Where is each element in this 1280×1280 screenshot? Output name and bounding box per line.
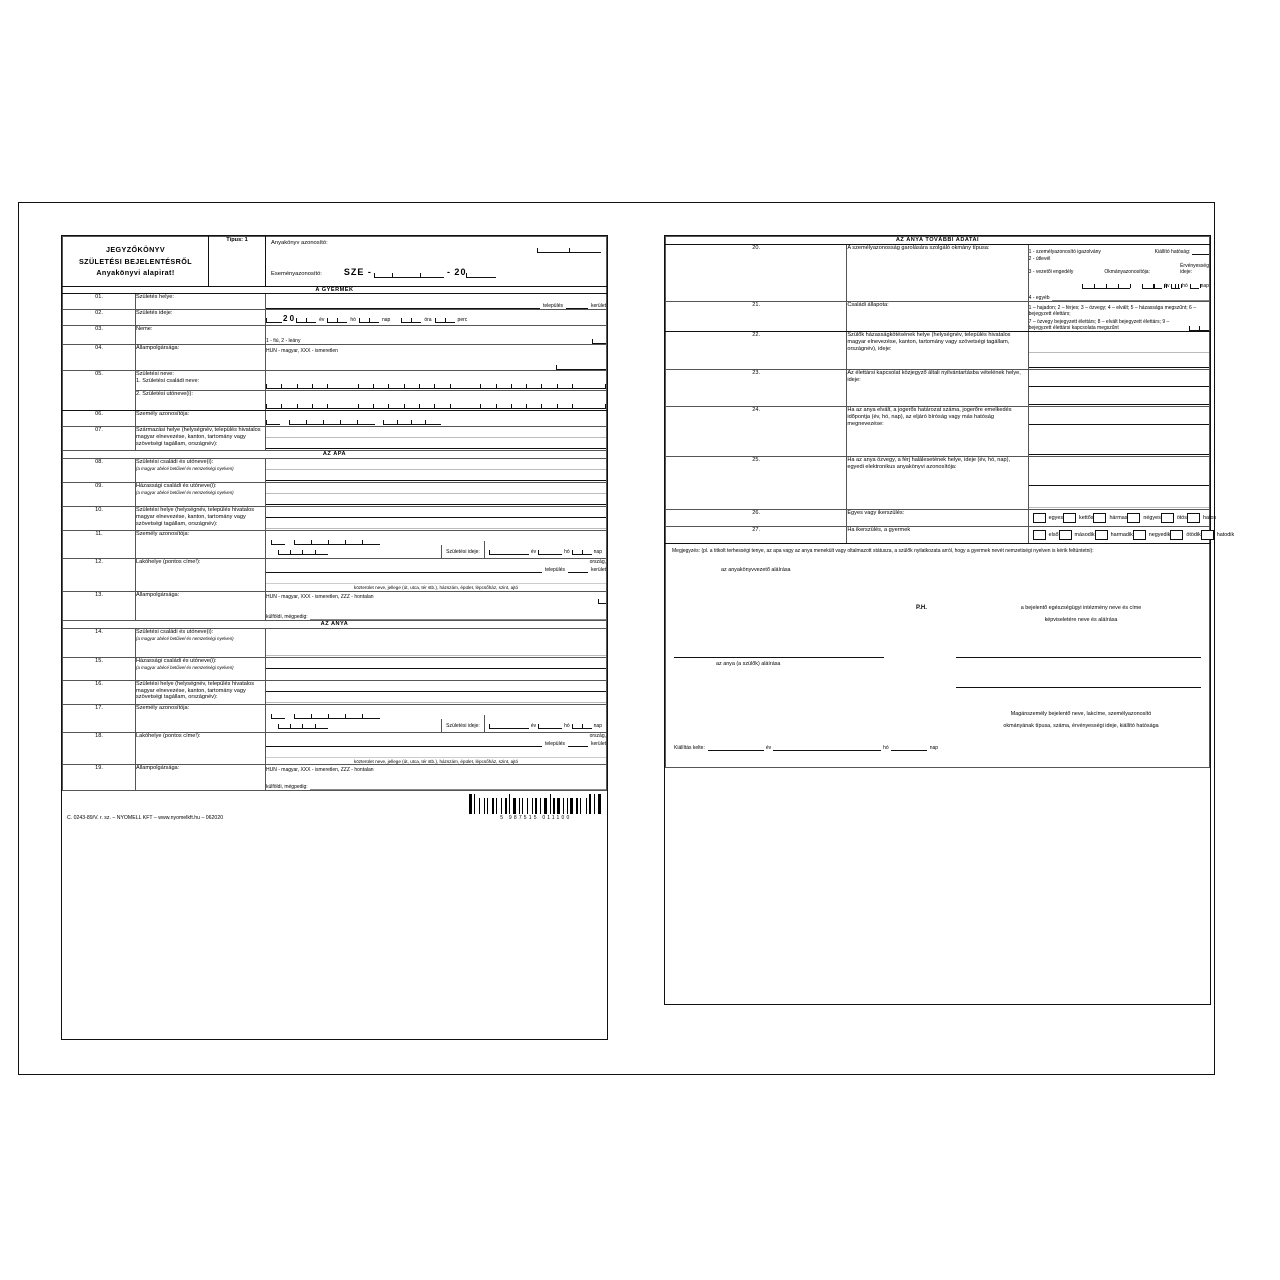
table-row	[63, 704, 607, 732]
row-number: 16.	[63, 680, 136, 704]
option-label: négyes	[1143, 515, 1161, 522]
row-number: 09.	[63, 483, 136, 507]
row-number: 25.	[666, 457, 847, 510]
option-label: hatos	[1203, 515, 1217, 522]
event-id-label: Eseményazonosító:	[271, 270, 322, 277]
row-label: A személyazonosság garolására szolgáló okmány típusa:	[847, 244, 1028, 301]
label-nap: nap	[381, 317, 391, 324]
birth-name-label: Születési neve:	[136, 371, 174, 378]
row-label: Egyes vagy ikerszülés:	[847, 510, 1028, 527]
row-label: Születés helye:	[136, 294, 266, 310]
row-label: Ha az anya elvált, a jogerős határozat száma, jogerőre emelkedés időpontja (év, hó, nap), az eljáró bíróság vagy más hatóság megnevezése:	[847, 407, 1028, 457]
left-form-table	[62, 236, 607, 791]
institution-label-line2: képviseletére neve és aláírása	[1044, 617, 1118, 624]
registrar-signature-label: az anyakönyvvezető aláírása	[721, 567, 791, 574]
label-nap: nap	[929, 745, 939, 752]
origin-place-field[interactable]	[266, 427, 607, 451]
notes-signature-row	[666, 544, 1210, 768]
birth-place-field[interactable]	[266, 294, 607, 310]
section-band-mother-extra	[666, 237, 1210, 245]
table-row	[63, 591, 607, 620]
father-foreign-citizenship-input[interactable]	[310, 612, 606, 620]
registry-id-input[interactable]	[537, 240, 601, 254]
barcode-bars	[469, 794, 603, 814]
mother-signature-line[interactable]	[674, 657, 884, 658]
mother-address-field[interactable]	[266, 732, 607, 765]
child-citizenship-field[interactable]	[266, 345, 607, 371]
mother-birthplace-field[interactable]	[266, 680, 607, 704]
label-perc: perc	[457, 317, 468, 324]
row-number: 14.	[63, 628, 136, 657]
page-outer-border	[18, 202, 1235, 1075]
mother-birthname-label: Születési családi és utóneve(i):	[136, 628, 214, 635]
citizenship-foreign-label: külföldi, mégpedig:	[266, 784, 308, 791]
row-label: Az élettársi kapcsolat közjegyző általi nyilvántartásba vételének helye, ideje:	[847, 370, 1028, 407]
barcode	[469, 794, 603, 821]
mother-marriedname-field[interactable]	[266, 657, 607, 680]
birth-date-field[interactable]	[266, 310, 607, 326]
row-label: Személy azonosítója:	[136, 704, 266, 732]
mother-id-birth-field[interactable]	[266, 704, 607, 732]
row-label: Születési helye (helységnév, település hivatalos magyar elnevezése, kanton, tartomány vagy szövetségi tagállam, országnév):	[136, 680, 266, 704]
father-marriedname-field[interactable]	[266, 483, 607, 507]
row-number: 27.	[666, 527, 847, 544]
row-number: 24.	[666, 407, 847, 457]
option-label: ötödik	[1186, 532, 1201, 539]
birth-year-prefix: 2 0	[283, 313, 295, 323]
id-doc-option-1: 1 - személyazonosító igazolvány	[1028, 248, 1101, 255]
form-title-line3: Anyakönyvi alapirat!	[96, 268, 175, 278]
id-doc-other-input[interactable]	[1052, 293, 1209, 301]
table-row	[666, 244, 1210, 301]
option-label: ötös	[1176, 515, 1188, 522]
option-label: negyedik	[1148, 532, 1171, 539]
citizenship-options: HUN - magyar, XXX - ismeretlen, ZZZ - hontalan	[266, 767, 374, 774]
father-district-input[interactable]	[568, 565, 588, 573]
section-child-label: A GYERMEK	[63, 286, 607, 294]
sex-field[interactable]	[266, 326, 607, 345]
section-band-mother	[63, 620, 607, 628]
form-page-left	[61, 235, 608, 1040]
row-number: 13.	[63, 591, 136, 620]
option-label: hatodik	[1216, 532, 1235, 539]
row-number: 08.	[63, 459, 136, 483]
birth-multiplicity-field[interactable]	[1028, 510, 1217, 527]
issue-block	[666, 707, 1209, 767]
private-reporter-line2: okmányának típusa, száma, érvényességi ideje, kiállító hatósága	[1003, 723, 1159, 730]
label-ora: óra	[424, 317, 432, 324]
row-label: Születési helye (helységnév, település hivatalos magyar elnevezése, kanton, tartomány vagy szövetségi tagállam, országnév):	[136, 507, 266, 531]
seal-placeholder: P.H.	[916, 605, 927, 612]
event-prefix: SZE -	[343, 267, 372, 277]
issue-month-input[interactable]	[773, 743, 881, 751]
form-title-cell	[63, 237, 209, 287]
row-number: 10.	[63, 507, 136, 531]
option-második[interactable]	[1059, 530, 1095, 540]
table-row	[63, 459, 607, 483]
row-label: Állampolgársága:	[136, 765, 266, 791]
issue-day-input[interactable]	[891, 743, 927, 751]
label-ho: hó	[883, 745, 889, 752]
event-year-prefix: - 20	[446, 267, 467, 277]
birth-place-suffix-district: kerület	[590, 303, 606, 310]
row-number: 02.	[63, 310, 136, 326]
label-ho: hó	[1182, 283, 1188, 289]
birth-place-suffix-settlement: település	[542, 303, 563, 310]
barcode-number: 5 987515 011100	[500, 814, 572, 821]
row-label: Ha ikerszülés, a gyermek	[847, 527, 1028, 544]
row-number: 22.	[666, 332, 847, 370]
registry-id-label: Anyakönyv azonosító:	[271, 240, 328, 246]
birth-place-input[interactable]	[266, 301, 540, 309]
doc-id-label: Okmányazonosítója:	[1104, 269, 1150, 275]
checkbox-ötödik[interactable]	[1170, 530, 1183, 540]
checkbox-második[interactable]	[1059, 530, 1072, 540]
option-egyes[interactable]	[1033, 513, 1063, 523]
checkbox-negyedik[interactable]	[1133, 530, 1146, 540]
table-row	[666, 527, 1210, 544]
table-row	[63, 371, 607, 391]
table-row	[63, 411, 607, 427]
label-ho: hó	[564, 549, 570, 556]
page-footer	[62, 791, 607, 823]
row-number: 19.	[63, 765, 136, 791]
row-label	[136, 628, 266, 657]
citizenship-foreign-label: külföldi, mégpedig:	[266, 613, 308, 620]
row-label	[136, 657, 266, 680]
section-band-father	[63, 451, 607, 459]
option-label: kettős	[1079, 515, 1094, 522]
mother-birthname-note: (a magyar abécé betűivel és nemzetiségi nyelven)	[136, 635, 234, 641]
birth-givenname-field[interactable]	[266, 391, 607, 411]
id-doc-option-4: 4 - egyéb	[1028, 295, 1050, 301]
table-row	[63, 391, 607, 411]
checkbox-harmadik[interactable]	[1095, 530, 1108, 540]
father-birthname-label: Születési családi és utóneve(i):	[136, 459, 214, 466]
option-hatos[interactable]	[1187, 513, 1216, 523]
checkbox-kettős[interactable]	[1063, 513, 1076, 523]
option-első[interactable]	[1033, 530, 1059, 540]
address-suffix-settlement: település	[544, 567, 565, 574]
row-number: 01.	[63, 294, 136, 310]
option-label: egyes	[1048, 515, 1064, 522]
table-row	[666, 370, 1210, 407]
form-page-right	[664, 235, 1235, 1005]
label-ev: év	[530, 549, 537, 556]
section-father-label: AZ APA	[63, 451, 607, 459]
birth-place-district-input[interactable]	[566, 301, 588, 309]
table-row	[63, 680, 607, 704]
row-label: Származási helye (helységnév, település hivatalos magyar elnevezése, kanton, tartomány vagy szövetségi tagállam, országnév):	[136, 427, 266, 451]
table-row	[63, 732, 607, 765]
table-row	[63, 559, 607, 592]
section-band-child	[63, 286, 607, 294]
table-row	[63, 294, 607, 310]
table-row	[63, 628, 607, 657]
father-marriedname-label: Házassági családi és utóneve(i):	[136, 483, 217, 490]
option-hatodik[interactable]	[1201, 530, 1234, 540]
issuing-authority-input[interactable]	[1192, 247, 1209, 255]
row-label: Állampolgársága:	[136, 591, 266, 620]
row-number: 03.	[63, 326, 136, 345]
parents-marriage-field[interactable]	[1028, 332, 1209, 370]
row-number: 04.	[63, 345, 136, 371]
mother-district-input[interactable]	[568, 739, 588, 747]
checkbox-egyes[interactable]	[1033, 513, 1046, 523]
father-marriedname-note: (a magyar abécé betűivel és nemzetiségi nyelven)	[136, 490, 234, 496]
row-number: 12.	[63, 559, 136, 592]
partnership-registration-field[interactable]	[1028, 370, 1209, 407]
row-number: 07.	[63, 427, 136, 451]
table-row	[63, 657, 607, 680]
id-doc-option-2: 2 - útlevél	[1028, 255, 1051, 262]
marital-status-field[interactable]	[1028, 302, 1209, 332]
validity-label: Érvényesség ideje:	[1180, 262, 1209, 275]
note-text: Megjegyzés: (pl. a titkolt terhességi tenye, az apa vagy az anya menekült vagy oltalmazott státusza, a szülők nyilatkozata arról, hogy a gyermek nevét nemzetiségi nyelven is kérik feltüntetni):	[672, 548, 1094, 555]
address-hint: közterület neve, jellege (út, utca, tér stb.), házszám, épület, lépcsőház, szint, ajtó	[353, 758, 519, 764]
table-row	[63, 483, 607, 507]
issuing-authority-label: Kiállító hatóság:	[1154, 248, 1191, 255]
row-label: Személy azonosítója:	[136, 531, 266, 559]
option-label: második	[1074, 532, 1095, 539]
row-label	[136, 371, 266, 391]
form-title-line1: JEGYZŐKÖNYV	[105, 245, 166, 254]
birth-surname-label: 1. Születési családi neve:	[136, 378, 200, 385]
table-row	[666, 302, 1210, 332]
row-label: Ha az anya özvegy, a férj halálesetének helye, ideje (év, hó, nap), egyedi elektronikus anyakönyvi azonosítója:	[847, 457, 1028, 510]
marital-options-line1: 1 – hajadon; 2 – férjes; 3 – özvegy; 4 – elvált; 5 – házassága megszűnt; 6 – bejegyzett élettárs;	[1028, 305, 1196, 318]
table-row	[63, 326, 607, 345]
checkbox-ötös[interactable]	[1161, 513, 1174, 523]
row-label: Lakóhelye (pontos címe!):	[136, 559, 266, 592]
row-label: Személy azonosítója:	[136, 411, 266, 427]
option-ötödik[interactable]	[1170, 530, 1200, 540]
mother-address-input[interactable]	[266, 739, 542, 747]
table-row	[63, 765, 607, 791]
table-row	[666, 332, 1210, 370]
table-row	[63, 507, 607, 531]
marital-options-line2: 7 – özvegy bejegyzett élettárs; 8 – elvált bejegyzett élettárs; 9 – bejegyzett élettársi kapcsolata megszűnt	[1028, 319, 1170, 332]
id-doc-option-3: 3 - vezetői engedély	[1028, 269, 1074, 275]
section-mother-label: AZ ANYA	[63, 620, 607, 628]
row-label: Neme:	[136, 326, 266, 345]
citizenship-options: HUN - magyar, XXX - ismeretlen, ZZZ - hontalan	[266, 593, 374, 600]
mother-citizenship-field[interactable]	[266, 765, 607, 791]
section-mother-extra-label: AZ ANYA TOVÁBBI ADATAI	[666, 237, 1210, 245]
form-header-row	[63, 237, 607, 287]
mother-foreign-citizenship-input[interactable]	[310, 782, 606, 790]
notes-signature-cell	[666, 544, 1210, 768]
father-id-birth-field[interactable]	[266, 531, 607, 559]
sex-options: 1 - fiú, 2 - leány	[266, 338, 301, 345]
option-négyes[interactable]	[1127, 513, 1160, 523]
row-number: 21.	[666, 302, 847, 332]
label-nap: nap	[1200, 283, 1209, 289]
checkbox-hármas[interactable]	[1093, 513, 1106, 523]
option-ötös[interactable]	[1161, 513, 1187, 523]
row-number: 26.	[666, 510, 847, 527]
form-title-line2: SZÜLETÉSI BEJELENTÉSRŐL	[78, 256, 193, 266]
table-row	[63, 427, 607, 451]
row-number: 05.	[63, 371, 136, 411]
mother-marriedname-note: (a magyar abécé betűivel és nemzetiségi nyelven)	[136, 664, 234, 670]
address-suffix-country: ország,	[589, 559, 606, 566]
father-birthplace-field[interactable]	[266, 507, 607, 531]
private-reporter-line1: Magánszemély bejelentő neve, lakcíme, személyazonosító	[1010, 711, 1152, 718]
mother-birthdate-label: Születési ideje:	[446, 722, 480, 729]
divorce-decision-field[interactable]	[1028, 407, 1209, 457]
label-nap: nap	[593, 722, 602, 729]
mother-birthname-field[interactable]	[266, 628, 607, 657]
father-address-field[interactable]	[266, 559, 607, 592]
signature-area	[666, 557, 1209, 707]
option-hármas[interactable]	[1093, 513, 1127, 523]
table-row	[63, 345, 607, 371]
address-hint: közterület neve, jellege (út, utca, tér stb.), házszám, épület, lépcsőház, szint, ajtó	[353, 585, 519, 591]
institution-signature-line-1[interactable]	[956, 657, 1201, 658]
table-row	[666, 407, 1210, 457]
id-document-field[interactable]	[1028, 244, 1209, 301]
row-label: Születés ideje:	[136, 310, 266, 326]
note-block[interactable]	[666, 544, 1209, 557]
imprint-text: C. 0243-89/V. r. sz. – NYOMELL KFT – www.nyomelkft.hu – 062020	[67, 814, 224, 821]
checkbox-első[interactable]	[1033, 530, 1046, 540]
option-label: első	[1048, 532, 1059, 539]
option-kettős[interactable]	[1063, 513, 1093, 523]
label-nap: nap	[593, 549, 602, 556]
row-label: Lakóhelye (pontos címe!):	[136, 732, 266, 765]
option-label: harmadik	[1110, 532, 1133, 539]
address-suffix-district: kerület	[590, 567, 606, 574]
address-suffix-country: ország,	[589, 732, 606, 739]
option-label: hármas	[1109, 515, 1128, 522]
row-number: 06.	[63, 411, 136, 427]
father-birthname-note: (a magyar abécé betűivel és nemzetiségi nyelven)	[136, 466, 234, 472]
identifier-cell	[266, 237, 607, 287]
label-ev: év	[319, 317, 325, 324]
event-year-input[interactable]	[466, 268, 496, 278]
row-number: 17.	[63, 704, 136, 732]
label-ev: év	[765, 745, 772, 752]
label-ev: év	[1164, 283, 1170, 289]
child-person-id-field[interactable]	[266, 411, 607, 427]
citizenship-options: HUN - magyar, XXX - ismeretlen	[266, 348, 338, 355]
mother-marriedname-label: Házassági családi és utóneve(i):	[136, 657, 217, 664]
checkbox-hatos[interactable]	[1187, 513, 1200, 523]
label-ev: év	[530, 722, 537, 729]
row-label	[136, 483, 266, 507]
row-label	[136, 459, 266, 483]
form-type-cell: Típus: 1	[209, 237, 266, 287]
event-id-input[interactable]	[374, 268, 444, 278]
table-row	[666, 457, 1210, 510]
father-birthdate-label: Születési ideje:	[446, 549, 480, 556]
row-number: 15.	[63, 657, 136, 680]
row-label: Állampolgársága:	[136, 345, 266, 371]
option-harmadik[interactable]	[1095, 530, 1133, 540]
table-row	[666, 510, 1210, 527]
table-row	[63, 531, 607, 559]
father-address-input[interactable]	[266, 565, 542, 573]
address-suffix-settlement: település	[544, 740, 565, 747]
checkbox-négyes[interactable]	[1127, 513, 1140, 523]
right-form-table	[665, 236, 1235, 768]
birth-givenname-label: 2. Születési utóneve(i):	[136, 391, 266, 411]
address-suffix-district: kerület	[590, 740, 606, 747]
row-number: 18.	[63, 732, 136, 765]
label-ho: hó	[350, 317, 356, 324]
table-row	[63, 310, 607, 326]
institution-signature-line-2[interactable]	[956, 687, 1201, 688]
row-number: 23.	[666, 370, 847, 407]
option-negyedik[interactable]	[1133, 530, 1171, 540]
widow-death-field[interactable]	[1028, 457, 1209, 510]
institution-label-line1: a bejelentő egészségügyi intézmény neve és címe	[1020, 605, 1142, 612]
checkbox-hatodik[interactable]	[1201, 530, 1214, 540]
father-birthname-field[interactable]	[266, 459, 607, 483]
father-citizenship-field[interactable]	[266, 591, 607, 620]
issue-date-label: Kiállítás kelte:	[674, 745, 705, 752]
row-number: 20.	[666, 244, 847, 301]
row-label: Szülők házasságkötésének helye (helységnév, település hivatalos magyar elnevezése, kanton, tartomány vagy szövetségi tagállam, országnév), ideje:	[847, 332, 1028, 370]
issue-year-input[interactable]	[708, 743, 764, 751]
row-label: Családi állapota:	[847, 302, 1028, 332]
birth-order-field[interactable]	[1028, 527, 1235, 544]
birth-surname-field[interactable]	[266, 371, 607, 391]
row-number: 11.	[63, 531, 136, 559]
label-ho: hó	[564, 722, 570, 729]
mother-signature-label: az anya (a szülők) aláírása	[716, 661, 781, 668]
